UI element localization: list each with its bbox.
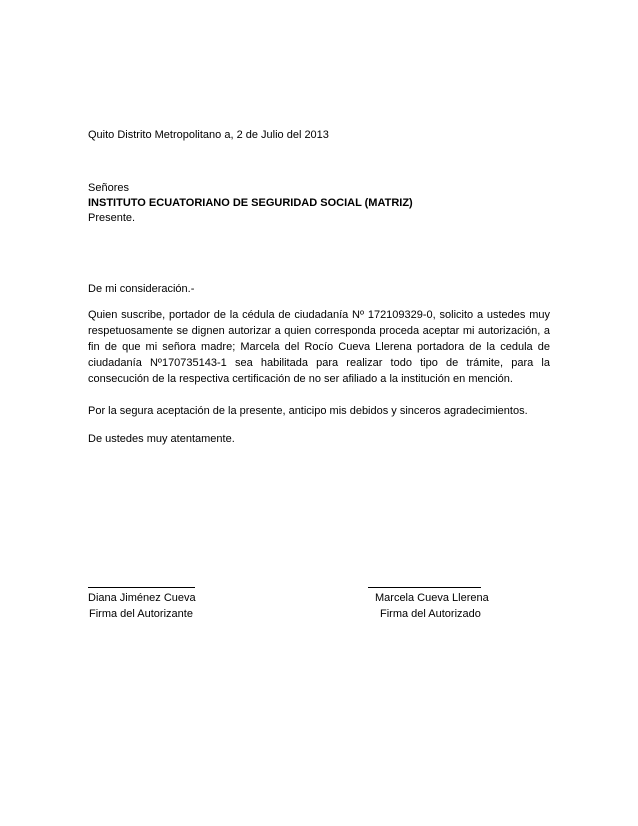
signature-name-right: Marcela Cueva Llerena (375, 592, 489, 604)
recipient-name: INSTITUTO ECUATORIANO DE SEGURIDAD SOCIAL (MATRIZ) (88, 197, 413, 209)
signature-role-right: Firma del Autorizado (380, 608, 481, 620)
closing: De ustedes muy atentamente. (88, 433, 235, 445)
recipient-presente: Presente. (88, 212, 136, 224)
thanks-paragraph: Por la segura aceptación de la presente, anticipo mis debidos y sinceros agradecimientos. (88, 405, 528, 417)
recipient-salutation: Señores (88, 182, 129, 194)
signature-role-left: Firma del Autorizante (89, 608, 193, 620)
body-paragraph: Quien suscribe, portador de la cédula de ciudadanía Nº 172109329-0, solicito a ustedes muy respetuosamente se dignen autorizar a quien corresponda proceda aceptar mi autorización, a fin de que mi señora madre; Marcela del Rocío Cueva Llerena portadora de la cedula de ciudadanía Nº170735143-1 sea habilitada para realizar todo tipo de trámite, para la consecución de la respectiva certificación de no ser afiliado a la institución en mención. (88, 309, 550, 385)
signature-block-left (88, 575, 195, 622)
signature-name-left: Diana Jiménez Cueva (88, 592, 196, 604)
greeting: De mi consideración.- (88, 283, 195, 295)
signature-block-right (368, 575, 489, 622)
signature-line-right (368, 587, 481, 588)
signature-line-left (88, 587, 195, 588)
date-line: Quito Distrito Metropolitano a, 2 de Julio del 2013 (88, 129, 329, 141)
